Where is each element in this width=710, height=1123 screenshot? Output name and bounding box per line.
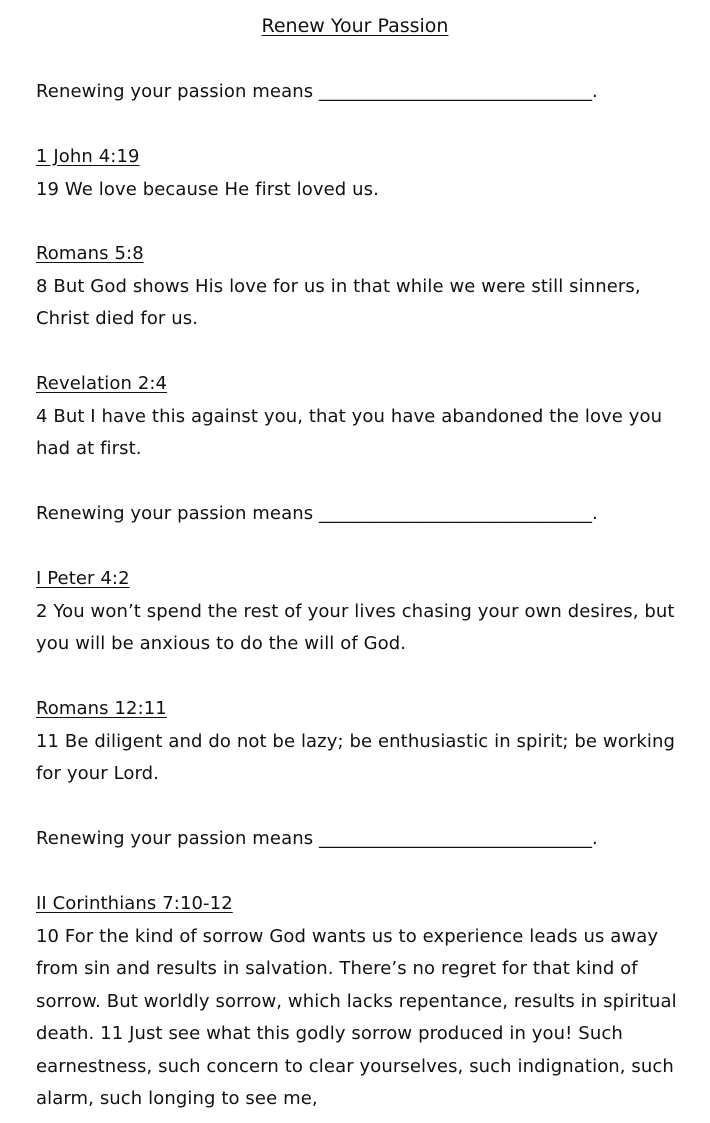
passage-2-corinthians-7-10-12 — [36, 888, 696, 1116]
prompt-text: Renewing your passion means — [36, 828, 314, 849]
scripture-text: 8 But God shows His love for us in that while we were still sinners, Christ died for us. — [36, 275, 641, 329]
passage-1-john-4-19 — [36, 141, 696, 206]
fill-in-blank: ______________________________. — [319, 503, 598, 524]
scripture-reference: II Corinthians 7:10-12 — [36, 893, 233, 914]
prompt-text: Renewing your passion means — [36, 81, 314, 102]
scripture-text: 11 Be diligent and do not be lazy; be enthusiastic in spirit; be working for your Lord. — [36, 730, 676, 784]
scripture-reference: 1 John 4:19 — [36, 146, 140, 167]
scripture-reference: Revelation 2:4 — [36, 373, 168, 394]
fill-in-prompt-2 — [36, 498, 696, 531]
scripture-reference: I Peter 4:2 — [36, 568, 130, 589]
scripture-text: 4 But I have this against you, that you have abandoned the love you had at first. — [36, 405, 663, 459]
scripture-text: 19 We love because He first loved us. — [36, 178, 379, 200]
passage-1-peter-4-2 — [36, 563, 696, 661]
passage-romans-5-8 — [36, 238, 696, 336]
scripture-text: 2 You won’t spend the rest of your lives chasing your own desires, but you will be anxious to do the will of God. — [36, 600, 675, 654]
passage-revelation-2-4 — [36, 368, 696, 466]
prompt-text: Renewing your passion means — [36, 503, 314, 524]
fill-in-blank: ______________________________. — [319, 81, 598, 102]
scripture-reference: Romans 5:8 — [36, 243, 144, 264]
fill-in-prompt-3 — [36, 823, 696, 856]
scripture-text: 10 For the kind of sorrow God wants us to experience leads us away from sin and results in salvation. There’s no regret for that kind of sorrow. But worldly sorrow, which lacks repentance, results in spiritual death. 11 Just see what this godly sorrow produced in you! Such earnestness, such concern to clear yourselves, such indignation, such alarm, such longing to see me, — [36, 925, 677, 1109]
fill-in-blank: ______________________________. — [319, 828, 598, 849]
scripture-reference: Romans 12:11 — [36, 698, 167, 719]
passage-romans-12-11 — [36, 693, 696, 791]
fill-in-prompt-1 — [36, 76, 696, 109]
page-title: Renew Your Passion — [261, 15, 449, 37]
